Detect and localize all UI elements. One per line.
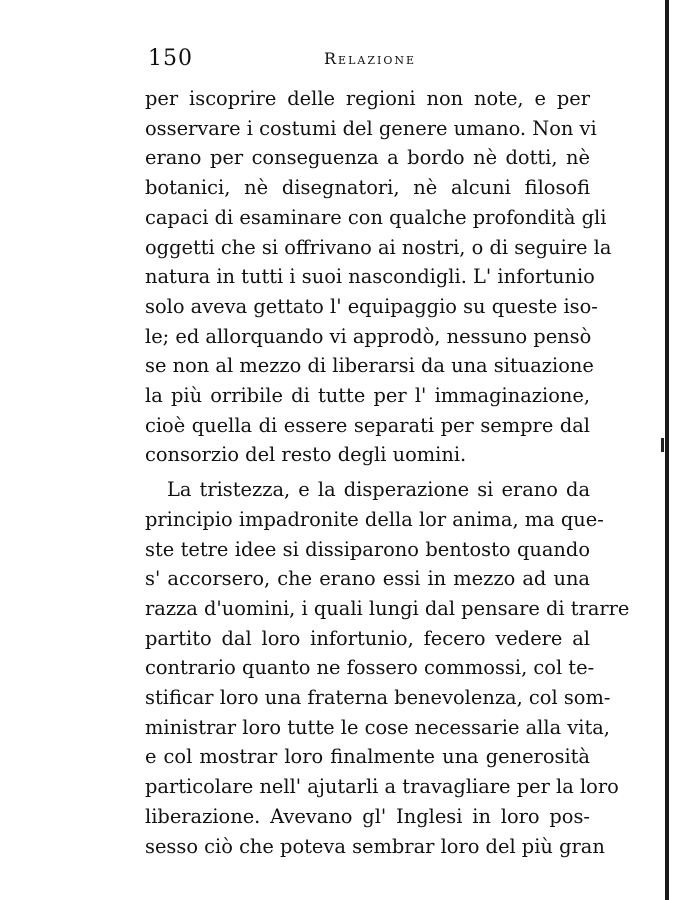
text-line: cioè quella di essere separati per sempre dal	[145, 413, 590, 437]
text-line: la più orribile di tutte per l' immaginazione,	[145, 384, 590, 408]
text-line: osservare i costumi del genere umano. Non vi	[145, 116, 597, 140]
text-line: partito dal loro infortunio, fecero vedere al	[145, 626, 590, 650]
text-line: principio impadronite della lor anima, ma que-	[145, 507, 604, 531]
paragraph-2	[145, 475, 630, 861]
page-edge-mark	[661, 438, 664, 452]
text-line: consorzio del resto degli uomini.	[145, 443, 467, 467]
text-line: erano per conseguenza a bordo nè dotti, nè	[145, 146, 590, 170]
text-line: contrario quanto ne fossero commossi, col te-	[145, 656, 595, 680]
page-header	[148, 46, 588, 74]
text-line: ministrar loro tutte le cose necessarie alla vita,	[145, 715, 610, 739]
running-title: Relazione	[324, 49, 416, 68]
text-line: per iscoprire delle regioni non note, e per	[145, 87, 590, 110]
page-edge-line	[665, 0, 669, 900]
text-line: oggetti che si offrivano ai nostri, o di seguire la	[145, 235, 612, 259]
text-line: s' accorsero, che erano essi in mezzo ad una	[145, 567, 590, 591]
text-line: botanici, nè disegnatori, nè alcuni filosofi	[145, 176, 590, 200]
text-line: se non al mezzo di liberarsi da una situazione	[145, 354, 594, 378]
text-line: razza d'uomini, i quali lungi dal pensare di trarre	[145, 596, 630, 620]
text-line: particolare nell' ajutarli a travagliare per la loro	[145, 775, 619, 799]
text-line: e col mostrar loro finalmente una generosità	[145, 745, 590, 769]
text-line: La tristezza, e la disperazione si erano da	[167, 478, 590, 502]
text-line: solo aveva gettato l' equipaggio su queste iso-	[145, 294, 598, 318]
page-number: 150	[148, 46, 193, 71]
text-line: capaci di esaminare con qualche profondità gli	[145, 205, 607, 229]
text-line: stificar loro una fraterna benevolenza, col som-	[145, 686, 611, 710]
text-line: sesso ciò che poteva sembrar loro del più gran	[145, 834, 605, 858]
text-line: le; ed allorquando vi approdò, nessuno pensò	[145, 324, 592, 348]
text-line: liberazione. Avevano gl' Inglesi in loro pos-	[145, 804, 590, 828]
text-line: ste tetre idee si dissiparono bentosto quando	[145, 537, 590, 561]
body-text	[145, 84, 630, 861]
text-line: natura in tutti i suoi nascondigli. L' infortunio	[145, 265, 595, 289]
paragraph-1	[145, 84, 612, 470]
